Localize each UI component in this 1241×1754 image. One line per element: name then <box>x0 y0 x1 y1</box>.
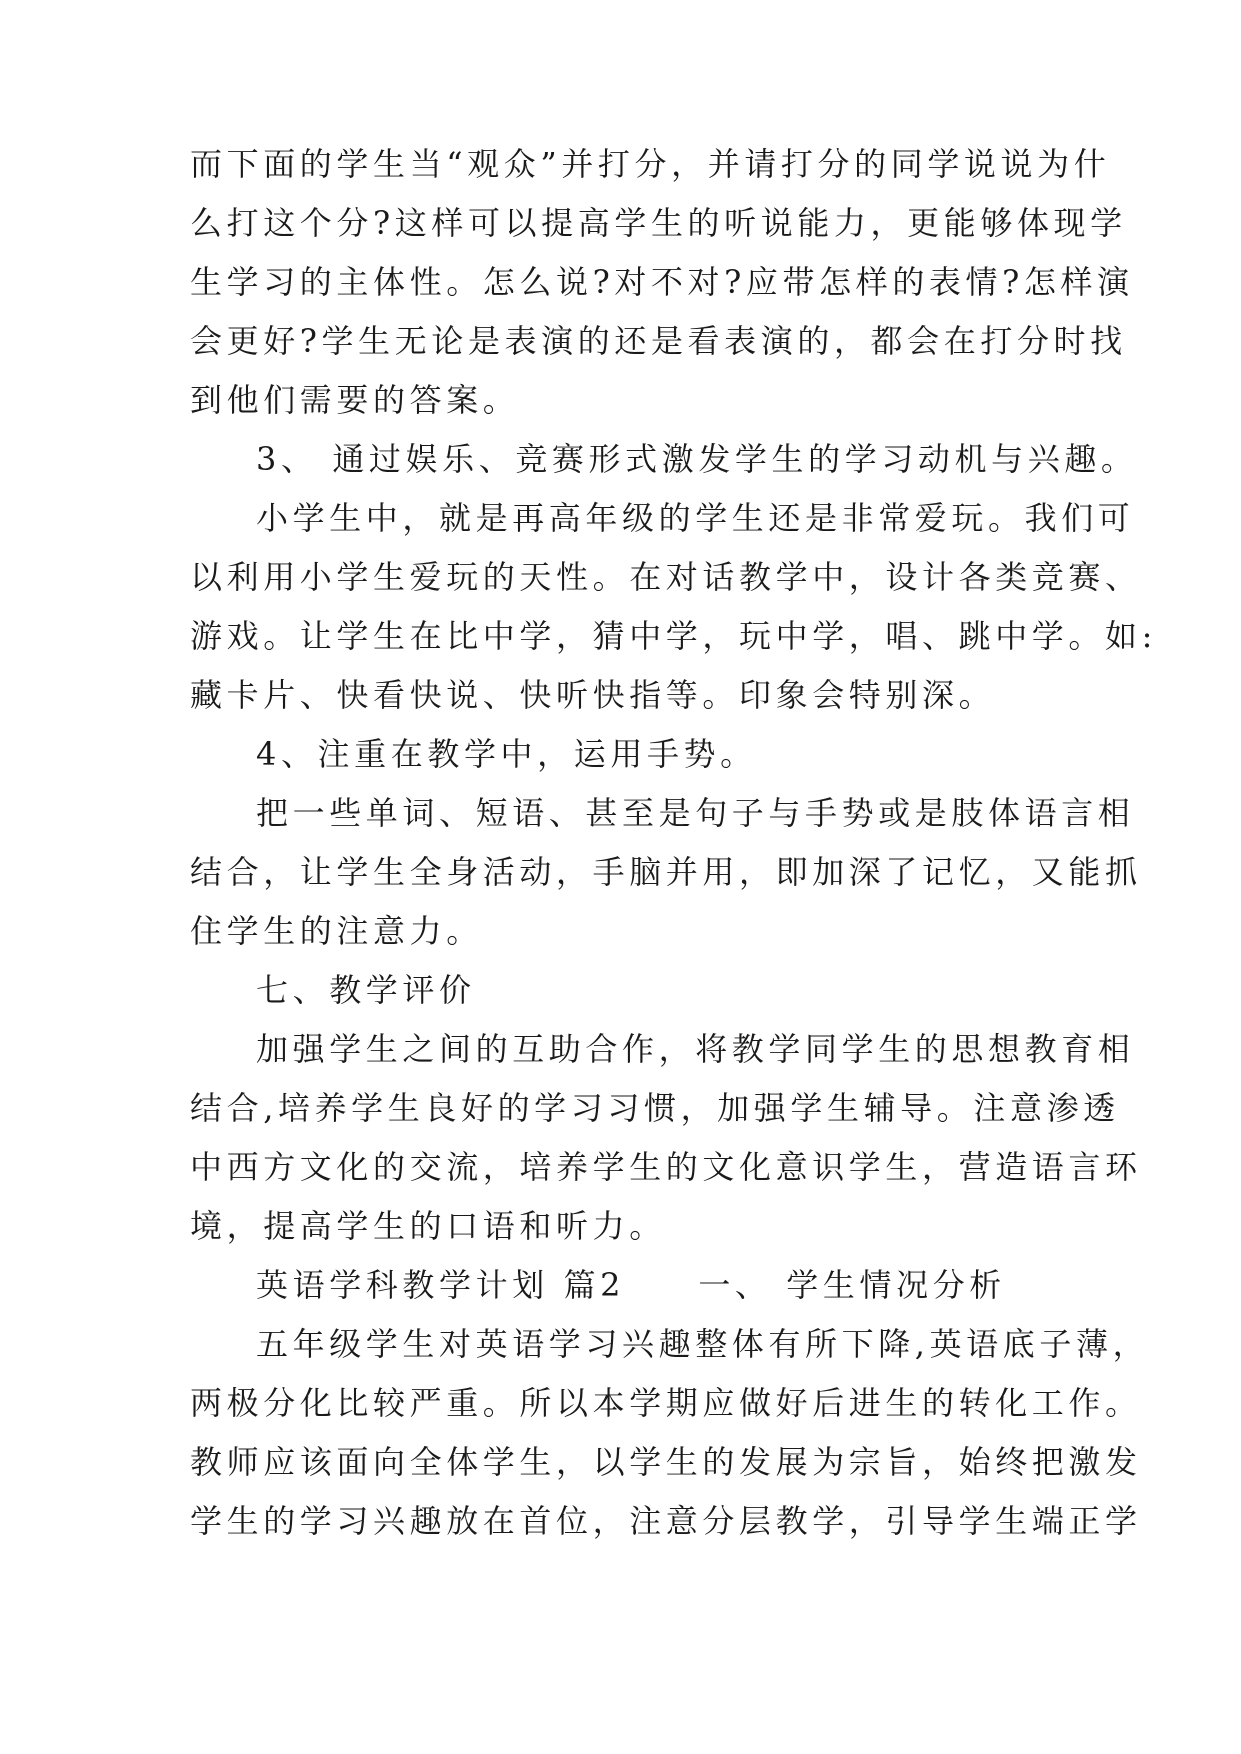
paragraph-line: 五年级学生对英语学习兴趣整体有所下降,英语底子薄， <box>256 1325 1150 1363</box>
paragraph-line: 中西方文化的交流，培养学生的文化意识学生，营造语言环 <box>190 1148 1142 1186</box>
paragraph-line: 到他们需要的答案。 <box>190 381 520 419</box>
paragraph-line: 结合,培养学生良好的学习习惯，加强学生辅导。注意渗透 <box>190 1089 1120 1127</box>
paragraph-line: 以利用小学生爱玩的天性。在对话教学中，设计各类竞赛、 <box>190 558 1142 596</box>
section-heading: 3、 通过娱乐、竞赛形式激发学生的学习动机与兴趣。 <box>256 440 1138 478</box>
paragraph-line: 会更好?学生无论是表演的还是看表演的，都会在打分时找 <box>190 322 1127 360</box>
paragraph-line: 生学习的主体性。怎么说?对不对?应带怎样的表情?怎样演 <box>190 263 1134 301</box>
paragraph-line: 境，提高学生的口语和听力。 <box>190 1207 666 1245</box>
paragraph-line: 而下面的学生当“观众”并打分，并请打分的同学说说为什 <box>190 145 1111 183</box>
paragraph-line: 么打这个分?这样可以提高学生的听说能力，更能够体现学 <box>190 204 1127 242</box>
paragraph-line: 藏卡片、快看快说、快听快指等。印象会特别深。 <box>190 676 996 714</box>
paragraph-line: 把一些单词、短语、甚至是句子与手势或是肢体语言相 <box>256 794 1135 832</box>
paragraph-line: 学生的学习兴趣放在首位，注意分层教学，引导学生端正学 <box>190 1502 1142 1540</box>
section-heading: 英语学科教学计划 篇2 一、 学生情况分析 <box>256 1266 1006 1304</box>
paragraph-line: 结合，让学生全身活动，手脑并用，即加深了记忆，又能抓 <box>190 853 1142 891</box>
paragraph-line: 教师应该面向全体学生，以学生的发展为宗旨，始终把激发 <box>190 1443 1142 1481</box>
paragraph-line: 小学生中，就是再高年级的学生还是非常爱玩。我们可 <box>256 499 1135 537</box>
paragraph-line: 住学生的注意力。 <box>190 912 483 950</box>
section-heading: 4、注重在教学中，运用手势。 <box>256 735 757 773</box>
paragraph-line: 加强学生之间的互助合作，将教学同学生的思想教育相 <box>256 1030 1135 1068</box>
section-heading: 七、教学评价 <box>256 971 476 1009</box>
paragraph-line: 两极分化比较严重。所以本学期应做好后进生的转化工作。 <box>190 1384 1142 1422</box>
paragraph-line: 游戏。让学生在比中学，猜中学，玩中学，唱、跳中学。如: <box>190 617 1157 655</box>
